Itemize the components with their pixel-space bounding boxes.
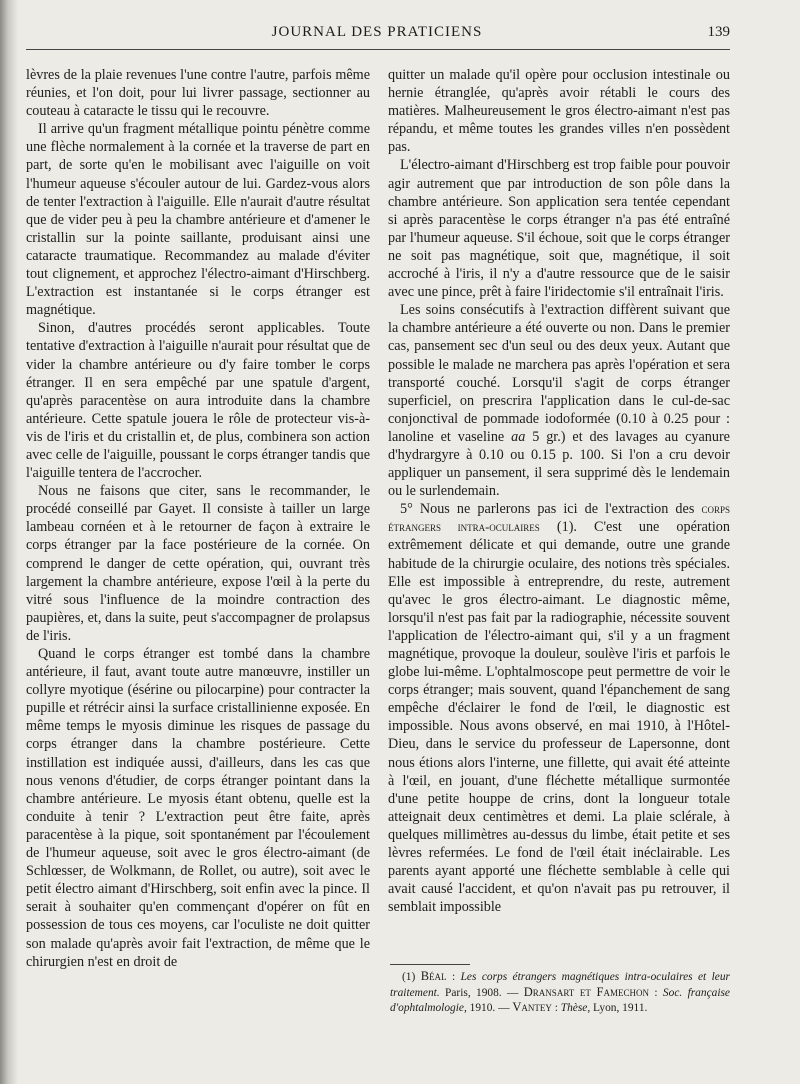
footnote-rule: [390, 964, 470, 965]
right-paragraph-3: [388, 301, 730, 500]
footnote-author-2: Dransart et Famechon: [523, 984, 650, 999]
footnote-title-3: Thèse,: [560, 1002, 591, 1015]
left-paragraph-2: Il arrive qu'un fragment métallique pointu pénètre comme une flèche normalement à la cornée et la traverse de part en part, de sorte qu'en le mobilisant avec l'aiguille on voit l'humeur aqueuse s'écouler autour de lui. Gardez-vous alors de tenter l'extraction à l'aiguille. Elle n'aurait d'autre résultat que de vider peu à peu la chambre antérieure et d'amener le cristallin sur la pointe saillante, produisant ainsi une cataracte traumatique. Recommandez au malade d'éviter tout clignement, et approchez l'électro-aimant d'Hirschberg. L'extraction est instantanée si le corps étranger est magnétique.: [26, 121, 370, 319]
running-head: [24, 24, 730, 46]
right-column: [388, 66, 730, 916]
header-rule: [26, 49, 730, 50]
right-paragraph-4: [388, 500, 730, 916]
footnote-sep-3: :: [551, 1002, 561, 1015]
journal-page: [24, 0, 794, 1084]
right-paragraph-3-aa: aa: [511, 428, 526, 445]
footnote-title-2: Soc. française d'ophtalmologie,: [390, 986, 730, 1015]
footnote-sep-2: :: [649, 986, 663, 999]
right-paragraph-2: L'électro-aimant d'Hirschberg est trop faible pour pouvoir agir autrement que par introduction de son pôle dans la chambre antérieure. Son application sera tentée cependant si après paracentèse le corps étranger n'a pas été entraîné par l'humeur aqueuse. S'il échoue, soit que le corps étranger ne soit pas magnétique, soit que, magnétique, il soit accroché à l'iris, il n'y a d'autre ressource que de le saisir avec une pince, prêt à faire l'iridectomie s'il entraînait l'iris.: [388, 157, 730, 301]
binding-shadow: [0, 0, 18, 1084]
journal-title: JOURNAL DES PRATICIENS: [271, 24, 483, 40]
page-number: 139: [707, 24, 730, 40]
left-paragraph-4: Nous ne faisons que citer, sans le recommander, le procédé conseillé par Gayet. Il consiste à tailler un large lambeau cornéen et à le retourner de façon à extraire le corps étranger par la face postérieure de la cornée. On comprend le danger de cette opération, qui, ouvrant très largement la chambre antérieure, expose l'œil à la perte du vitré sous l'influence de la moindre contraction des paupières, et, dans la suite, peut s'accompagner de prolapsus de l'iris.: [26, 483, 370, 644]
section-term-small-caps: corps étrangers intra-oculaires: [388, 502, 730, 535]
right-paragraph-4-part-a: 5° Nous ne parlerons pas ici de l'extraction des: [400, 501, 702, 518]
right-paragraph-4-part-b: (1). C'est une opération extrêmement délicate et qui demande, outre une grande habitude de la chirurgie oculaire, des notions très spéciales. Elle est impossible à entreprendre, du reste, autrement qu'avec le gros électro-aimant. Le diagnostic même, lorsqu'il n'est pas fait par la radiographie, nécessite souvent l'application de l'électro-aimant qui, s'il y a un fragment magnétique, provoque la douleur, soulève l'iris et parfois le globe lui-même. L'ophtalmoscope peut permettre de voir le corps étranger; mais souvent, quand l'épanchement de sang empêche d'éclairer le fond de l'œil, le diagnostic est impossible. Nous avons observé, en mai 1910, à l'Hôtel-Dieu, dans le service du professeur de Lapersonne, dont nous étions alors l'interne, une fillette, qui avait été atteinte à l'œil, en jouant, d'une fléchette métallique surmontée d'une petite houppe de crins, dont la longueur totale atteignait deux centimètres et demi. La plaie sclérale, à quelques millimètres au-dessus du limbe, était petite et ses lèvres refermées. Le fond de l'œil était inéclairable. Les parents ayant apporté une fléchette semblable à celle qui avait causé l'accident, et qu'on n'avait pas pu retrouver, il semblait impossible: [388, 519, 730, 916]
right-paragraph-1: quitter un malade qu'il opère pour occlusion intestinale ou hernie étranglée, qu'après avoir rétabli le cours des matières. Malheureusement le gros électro-aimant n'est pas répandu, et même toutes les grandes villes n'en possèdent pas.: [388, 67, 730, 156]
footnote-author-3: Vantey: [512, 1000, 552, 1015]
left-column: [26, 66, 370, 971]
left-paragraph-5: Quand le corps étranger est tombé dans la chambre antérieure, il faut, avant toute autre manœuvre, instiller un collyre myotique (ésérine ou pilocarpine) pour contracter la pupille et rétrécir ainsi la surface cristallinienne exposée. En même temps le myosis diminue les risques de passage du corps étranger dans la chambre postérieure. Cette instillation est indiquée aussi, d'ailleurs, dans les cas que nous venons d'étudier, de corps étranger pointant dans la chambre antérieure. Le myosis étant obtenu, quelle est la conduite à tenir ? L'extraction peut être faite, après paracentèse à la pique, soit spontanément par l'écoulement de l'humeur aqueuse, soit avec le gros électro-aimant (de Schlœsser, de Wolkmann, de Rollet, ou autre), soit avec le petit électro aimant d'Hirschberg, soit enfin avec la pince. Il serait à souhaiter qu'en commençant d'opérer on fût en possession de tous ces moyens, car l'oculiste ne doit quitter son malade qu'après avoir fait l'extraction, de même que le chirurgien n'est en droit de: [26, 646, 370, 970]
footnote-title-1: Les corps étrangers magnétiques intra-oculaires et leur traitement.: [390, 971, 730, 999]
footnote-text: [390, 969, 730, 1016]
footnote-rest-1: Paris, 1908. —: [439, 986, 524, 999]
footnote-rest-3: Lyon, 1911.: [590, 1002, 648, 1015]
footnote-sep-1: :: [446, 971, 461, 983]
left-paragraph-1: lèvres de la plaie revenues l'une contre l'autre, parfois même réunies, et l'on doit, pour lui livrer passage, sectionner au couteau à cataracte le tissu qui le recouvre.: [26, 67, 370, 120]
footnote-author-1: Béal: [420, 969, 447, 983]
right-paragraph-3-part-a: Les soins consécutifs à l'extraction diffèrent suivant que la chambre antérieure a été ouverte ou non. Dans le premier cas, pansement sec d'un seul ou des deux yeux. Autant que possible le malade ne marchera pas après l'opération et sera transporté couché. Lorsqu'il s'agit de corps étranger superficiel, on prescrira l'application dans le cul-de-sac conjonctival de pommade iodoformée (0.10 à 0.25 pour : lanoline et vaseline: [388, 302, 730, 445]
footnote-marker: (1): [402, 971, 421, 983]
footnote-rest-2: 1910. —: [466, 1002, 513, 1015]
left-paragraph-3: Sinon, d'autres procédés seront applicables. Toute tentative d'extraction à l'aiguille n'aurait pour résultat que de vider la chambre antérieure ou d'y faire tomber le corps étranger. Il en sera empêché par une spatule d'argent, qu'après paracentèse on aura introduite dans la chambre antérieure. Cette spatule jouera le rôle de protecteur vis-à-vis de l'iris et du cristallin et, de plus, combinera son action avec celle de l'aiguille, poussant le corps étranger tandis que l'aiguille tentera de l'accrocher.: [26, 320, 370, 482]
footnote: [390, 969, 730, 1016]
right-paragraph-3-part-b: 5 gr.) et des lavages au cyanure d'hydrargyre à 0.10 ou 0.15 p. 100. Si l'on a cru devoir appliquer un pansement, il sera supprimé dès le lendemain ou le surlendemain.: [388, 428, 730, 500]
